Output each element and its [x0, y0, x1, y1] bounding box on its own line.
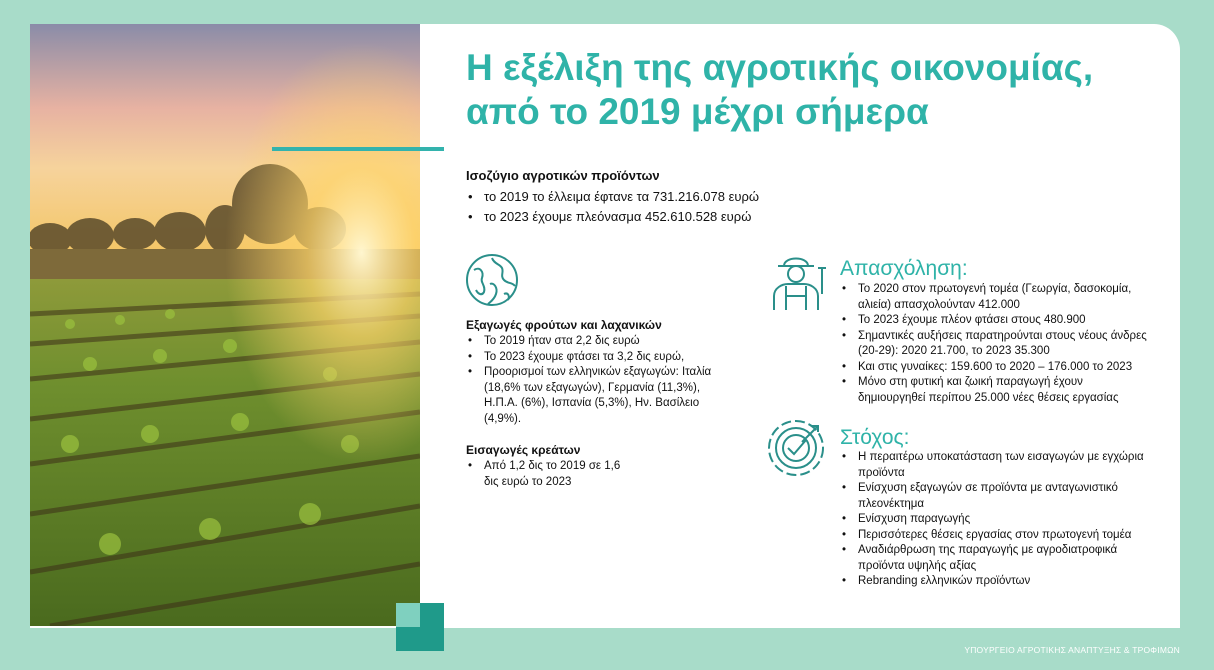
imports-section	[466, 443, 636, 490]
page-title	[466, 46, 1166, 134]
list-item: • Ενίσχυση εξαγωγών σε προϊόντα με ανταγωνιστικό πλεονέκτημα	[840, 481, 1160, 512]
decorative-accent-block	[396, 603, 444, 651]
list-item: • Και στις γυναίκες: 159.600 το 2020 – 176.000 το 2023	[840, 360, 1150, 376]
list-item: • Ενίσχυση παραγωγής	[840, 512, 1160, 528]
list-item: • Σημαντικές αυξήσεις παρατηρούνται στους νέους άνδρες (20-29): 2020 21.700, το 2023 35.300	[840, 329, 1150, 360]
goals-section	[840, 450, 1160, 590]
title-underline	[272, 147, 444, 151]
imports-heading: Εισαγωγές κρεάτων	[466, 443, 581, 457]
target-icon	[766, 418, 826, 483]
exports-heading: Εξαγωγές φρούτων και λαχανικών	[466, 318, 662, 332]
list-item: • Προορισμοί των ελληνικών εξαγωγών: Ιταλία (18,6% των εξαγωγών), Γερμανία (11,3%), Η.Π.Α. (6%), Ισπανία (5,3%), Ην. Βασίλειο (4,9%).	[466, 365, 716, 427]
employment-list	[840, 282, 1150, 406]
title-line-2: από το 2019 μέχρι σήμερα	[466, 91, 929, 132]
list-item: • Περισσότερες θέσεις εργασίας στον πρωτογενή τομέα	[840, 528, 1160, 544]
list-item: • Αναδιάρθρωση της παραγωγής με αγροδιατροφικά προϊόντα υψηλής αξίας	[840, 543, 1160, 574]
list-item: • Το 2023 έχουμε πλέον φτάσει στους 480.900	[840, 313, 1150, 329]
list-item: • Από 1,2 δις το 2019 σε 1,6 δις ευρώ το 2023	[466, 459, 636, 490]
balance-heading: Ισοζύγιο αγροτικών προϊόντων	[466, 168, 660, 183]
balance-list	[466, 187, 759, 227]
list-item: • το 2023 έχουμε πλεόνασμα 452.610.528 ευρώ	[466, 207, 759, 227]
employment-section	[840, 282, 1150, 406]
globe-icon	[464, 252, 520, 313]
balance-section	[466, 168, 759, 227]
goals-list	[840, 450, 1160, 590]
list-item: • Μόνο στη φυτική και ζωική παραγωγή έχουν δημιουργηθεί περίπου 25.000 νέες θέσεις εργασίας	[840, 375, 1150, 406]
ministry-footer: ΥΠΟΥΡΓΕΙΟ ΑΓΡΟΤΙΚΗΣ ΑΝΑΠΤΥΞΗΣ & ΤΡΟΦΙΜΩΝ	[964, 645, 1180, 655]
title-line-1: Η εξέλιξη της αγροτικής οικονομίας,	[466, 47, 1094, 88]
exports-section	[466, 318, 716, 427]
list-item: • Το 2020 στον πρωτογενή τομέα (Γεωργία, δασοκομία, αλιεία) απασχολούνταν 412.000	[840, 282, 1150, 313]
list-item: • Rebranding ελληνικών προϊόντων	[840, 574, 1160, 590]
list-item: • Το 2019 ήταν στα 2,2 δις ευρώ	[466, 334, 716, 350]
list-item: • το 2019 το έλλειμα έφτανε τα 731.216.078 ευρώ	[466, 187, 759, 207]
employment-heading: Απασχόληση:	[840, 257, 968, 280]
list-item: • Το 2023 έχουμε φτάσει τα 3,2 δις ευρώ,	[466, 350, 716, 366]
exports-list	[466, 334, 716, 427]
goals-heading: Στόχος:	[840, 426, 910, 449]
field-photo	[30, 24, 420, 626]
imports-list	[466, 459, 636, 490]
list-item: • Η περαιτέρω υποκατάσταση των εισαγωγών με εγχώρια προϊόντα	[840, 450, 1160, 481]
farmer-icon	[766, 250, 826, 317]
